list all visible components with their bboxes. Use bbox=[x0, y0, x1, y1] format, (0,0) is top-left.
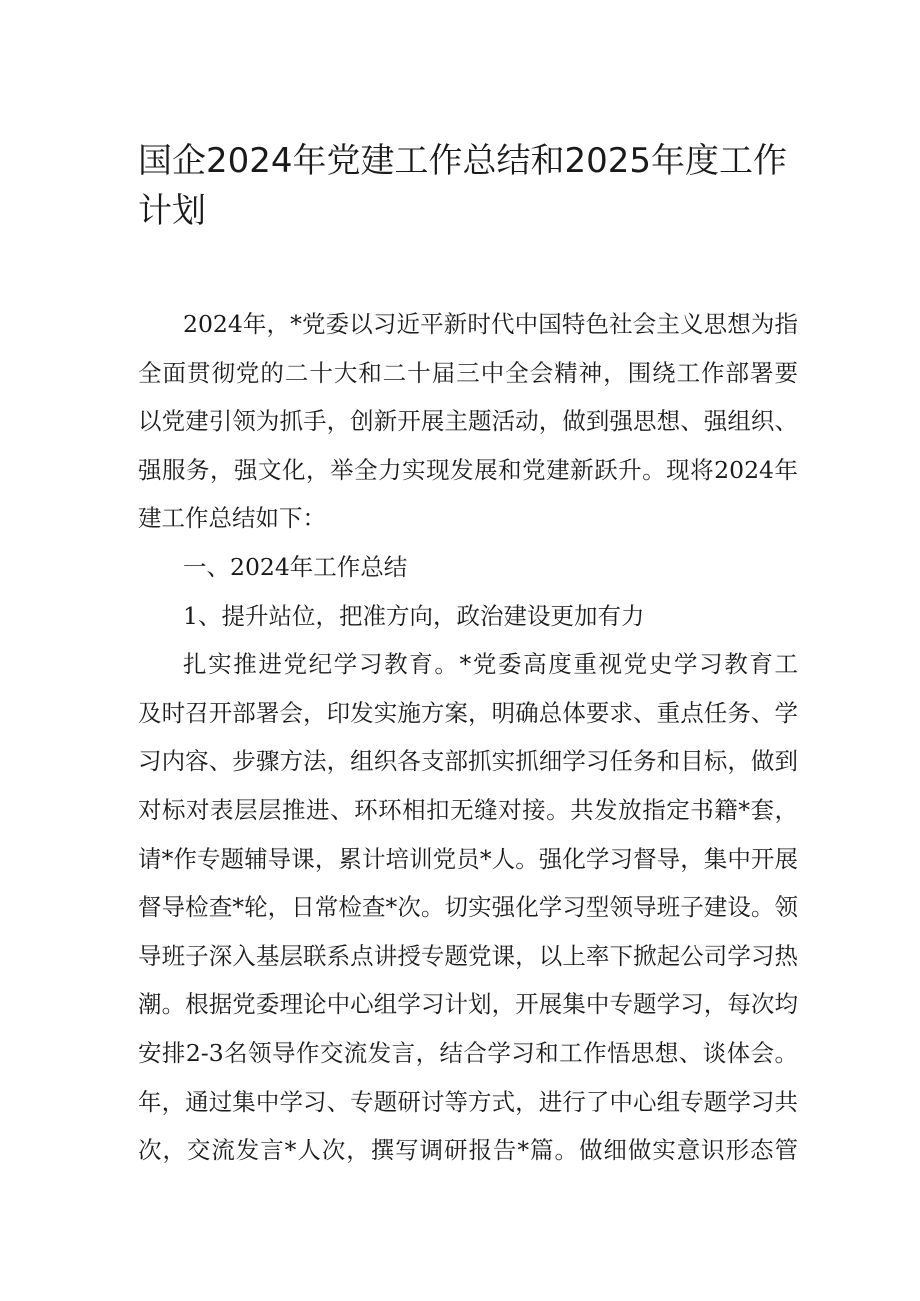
paragraph-line: 2024年，*党委以习近平新时代中国特色社会主义思想为指 bbox=[183, 310, 798, 338]
paragraph-line: 习内容、步骤方法，组织各支部抓实抓细学习任务和目标，做到 bbox=[138, 747, 798, 776]
paragraph-line: 请*作专题辅导课，累计培训党员*人。强化学习督导，集中开展 bbox=[138, 844, 798, 873]
section-heading: 一、2024年工作总结 bbox=[183, 552, 408, 581]
paragraph-line: 及时召开部署会，印发实施方案，明确总体要求、重点任务、学 bbox=[138, 698, 798, 727]
document-body bbox=[138, 300, 798, 1175]
paragraph-line: 潮。根据党委理论中心组学习计划，开展集中专题学习，每次均 bbox=[138, 990, 798, 1019]
document-title bbox=[138, 136, 798, 236]
paragraph-line: 全面贯彻党的二十大和二十届三中全会精神，围绕工作部署要 bbox=[138, 358, 798, 387]
paragraph-line: 对标对表层层推进、环环相扣无缝对接。共发放指定书籍*套， bbox=[138, 795, 798, 824]
paragraph-line: 导班子深入基层联系点讲授专题党课，以上率下掀起公司学习热 bbox=[138, 941, 798, 970]
title-line: 计划 bbox=[138, 191, 206, 231]
subsection-heading: 1、提升站位，把准方向，政治建设更加有力 bbox=[183, 601, 645, 630]
paragraph-line: 督导检查*轮，日常检查*次。切实强化学习型领导班子建设。领 bbox=[138, 893, 798, 922]
paragraph-line: 安排2-3名领导作交流发言，结合学习和工作悟思想、谈体会。 bbox=[138, 1038, 798, 1067]
paragraph-line: 扎实推进党纪学习教育。*党委高度重视党史学习教育工 bbox=[183, 650, 798, 679]
title-line: 国企2024年党建工作总结和2025年度工作 bbox=[138, 141, 788, 181]
paragraph-line: 建工作总结如下： bbox=[138, 504, 326, 533]
paragraph-line: 强服务，强文化，举全力实现发展和党建新跃升。现将2024年 bbox=[138, 455, 798, 484]
paragraph-line: 年，通过集中学习、专题研讨等方式，进行了中心组专题学习共 bbox=[138, 1087, 798, 1116]
paragraph-line: 次，交流发言*人次，撰写调研报告*篇。做细做实意识形态管 bbox=[138, 1136, 798, 1165]
paragraph-line: 以党建引领为抓手，创新开展主题活动，做到强思想、强组织、 bbox=[138, 407, 798, 436]
